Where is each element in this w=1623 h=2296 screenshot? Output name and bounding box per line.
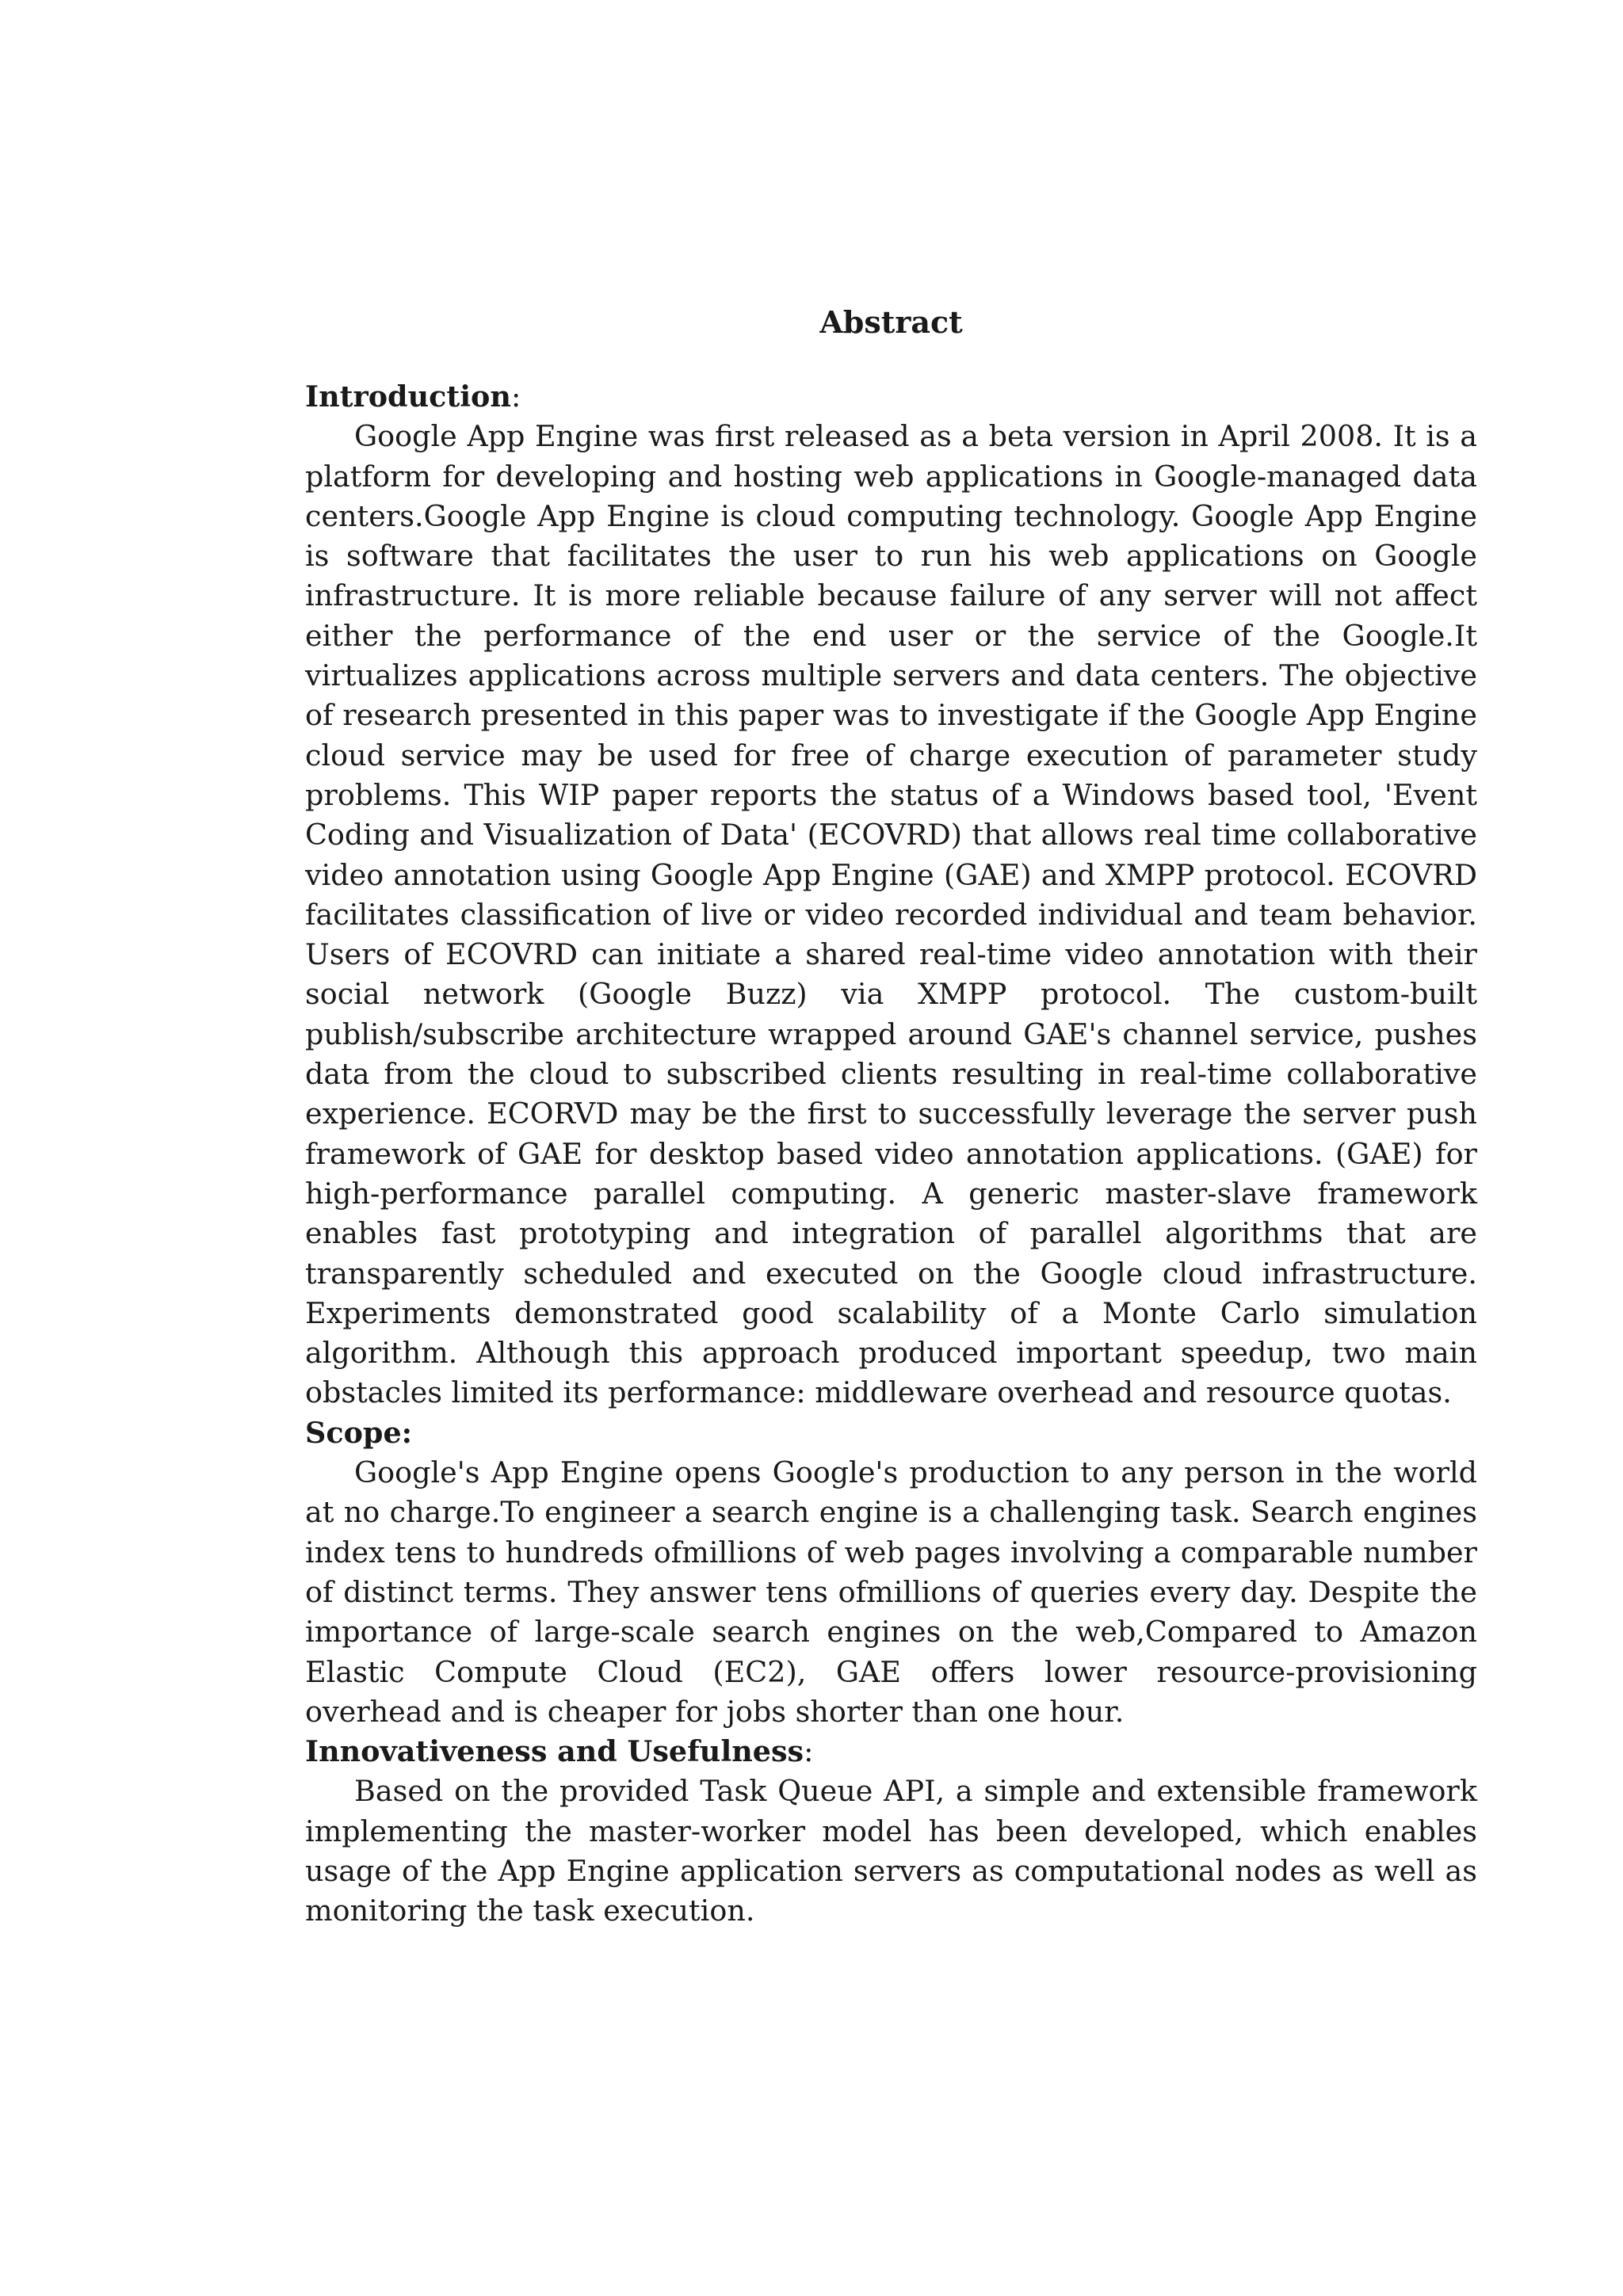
heading-suffix-introduction: : <box>510 379 521 414</box>
section-body-scope: Google's App Engine opens Google's production to any person in the world at no charge.To engineer a search engine is a challenging task. Search engines index tens to hundreds ofmillions of web pages involving a comparable number of distinct terms. They answer tens ofmillions of queries every day. Despite the importance of large-scale search engines on the web,Compared to Amazon Elastic Compute Cloud (EC2), GAE offers lower resource-provisioning overhead and is cheaper for jobs shorter than one hour. <box>305 1455 1477 1729</box>
section-heading-scope <box>305 1413 1477 1453</box>
section-introduction <box>305 377 1477 1413</box>
document-content <box>305 303 1477 1932</box>
abstract-title: Abstract <box>819 304 963 340</box>
section-body-innovativeness: Based on the provided Task Queue API, a simple and extensible framework implementing the master-worker model has been developed, which enables usage of the App Engine application servers as computational nodes as well as monitoring the task execution. <box>305 1774 1477 1928</box>
section-heading-introduction <box>305 377 1477 417</box>
section-scope <box>305 1413 1477 1732</box>
heading-text-introduction: Introduction <box>305 379 511 414</box>
heading-text-scope: Scope: <box>305 1415 413 1450</box>
section-body-introduction: Google App Engine was first released as a beta version in April 2008. It is a platform for developing and hosting web applications in Google-managed data centers.Google App Engine is cloud computing technology. Google App Engine is software that facilitates the user to run his web applications on Google infrastructure. It is more reliable because failure of any server will not affect either the performance of the end user or the service of the Google.It virtualizes applications across multiple servers and data centers. The objective of research presented in this paper was to investigate if the Google App Engine cloud service may be used for free of charge execution of parameter study problems. This WIP paper reports the status of a Windows based tool, 'Event Coding and Visualization of Data' (ECOVRD) that allows real time collaborative video annotation using Google App Engine (GAE) and XMPP protocol. ECOVRD facilitates classification of live or video recorded individual and team behavior. Users of ECOVRD can initiate a shared real-time video annotation with their social network (Google Buzz) via XMPP protocol. The custom-built publish/subscribe architecture wrapped around GAE's channel service, pushes data from the cloud to subscribed clients resulting in real-time collaborative experience. ECORVD may be the first to successfully leverage the server push framework of GAE for desktop based video annotation applications. (GAE) for high-performance parallel computing. A generic master-slave framework enables fast prototyping and integration of parallel algorithms that are transparently scheduled and executed on the Google cloud infrastructure. Experiments demonstrated good scalability of a Monte Carlo simulation algorithm. Although this approach produced important speedup, two main obstacles limited its performance: middleware overhead and resource quotas. <box>305 419 1477 1410</box>
heading-text-innovativeness: Innovativeness and Usefulness <box>305 1734 804 1769</box>
section-heading-innovativeness <box>305 1732 1477 1772</box>
section-innovativeness <box>305 1732 1477 1931</box>
heading-suffix-innovativeness: : <box>804 1734 814 1769</box>
